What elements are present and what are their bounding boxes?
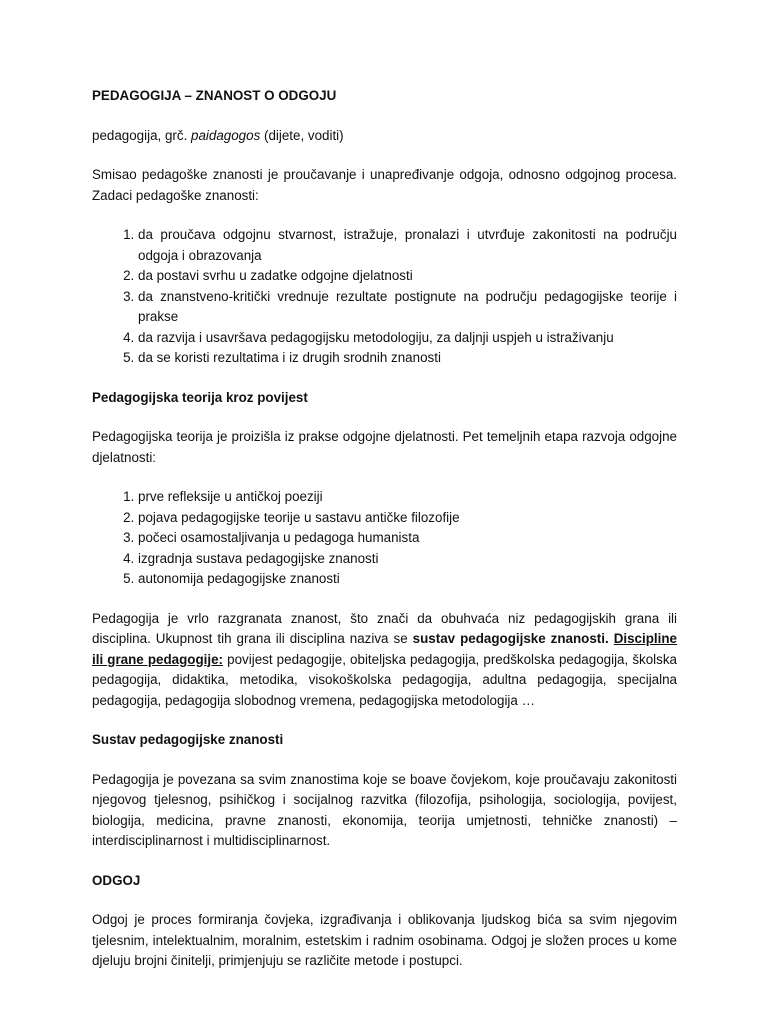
history-heading: Pedagogijska teorija kroz povijest (92, 389, 308, 405)
list-item: 3. počeci osamostaljivanja u pedagoga humanista (138, 528, 677, 549)
odgoj-heading: ODGOJ (92, 872, 141, 888)
list-item: 1. da proučava odgojnu stvarnost, istražuje, pronalazi i utvrđuje zakonitosti na području odgoja i obrazovanja (138, 225, 677, 266)
tasks-list (92, 225, 677, 369)
branches-text-2: . (604, 631, 614, 646)
branches-bold-term: sustav pedagogijske znanosti (412, 631, 605, 646)
system-paragraph: Pedagogija je povezana sa svim znanostima koje se boave čovjekom, koje proučavaju zakonitosti njegovog tjelesnog, psihičkog i socijalnog razvitka (filozofija, psihologija, sociologija, povijest, biologija, medicina, pravne znanosti, ekonomija, teorija umjetnosti, tehničke znanosti) – interdisciplinarnost i multidisciplinarnost. (92, 771, 677, 848)
list-item: 4. da razvija i usavršava pedagogijsku metodologiju, za daljnji uspjeh u istraživanju (138, 328, 677, 349)
intro-paragraph: Smisao pedagoške znanosti je proučavanje i unapređivanje odgoja, odnosno odgojnog procesa. Zadaci pedagoške znanosti: (92, 167, 677, 203)
list-item: 4. izgradnja sustava pedagogijske znanosti (138, 549, 677, 570)
odgoj-paragraph: Odgoj je proces formiranja čovjeka, izgrađivanja i oblikovanja ljudskog bića sa svim njegovim tjelesnim, intelektualnim, moralnim, estetskim i radnim osobinama. Odgoj je složen proces u kome djeluju brojni činitelji, primjenjuju se različite metode i postupci. (92, 912, 677, 968)
stages-list (92, 487, 677, 590)
list-item: 1. prve refleksije u antičkoj poeziji (138, 487, 677, 508)
etymology-prefix: pedagogija, grč. (92, 127, 192, 143)
list-item: 3. da znanstveno-kritički vrednuje rezultate postignute na području pedagogijske teorije i prakse (138, 287, 677, 328)
branches-text-1: Pedagogija je vrlo razgranata znanost, što znači da obuhvaća niz pedagogijskih grana ili disciplina. Ukupnost tih grana ili disciplina naziva se (92, 610, 677, 646)
document-body (92, 86, 677, 972)
branches-text-3: povijest pedagogije, obiteljska pedagogija, predškolska pedagogija, školska pedagogija, didaktika, metodika, visokoškolska pedagogija, adultna pedagogija, specijalna pedagogija, pedagogija slobodnog vremena, pedagogijska metodologija … (92, 651, 677, 708)
branches-underlined-term: Discipline ili grane pedagogije: (92, 631, 677, 667)
list-item: 5. da se koristi rezultatima i iz drugih srodnih znanosti (138, 348, 677, 369)
list-item: 2. da postavi svrhu u zadatke odgojne djelatnosti (138, 266, 677, 287)
history-paragraph: Pedagogijska teorija je proizišla iz prakse odgojne djelatnosti. Pet temeljnih etapa razvoja odgojne djelatnosti: (92, 429, 677, 465)
document-title: PEDAGOGIJA – ZNANOST O ODGOJU (92, 88, 337, 103)
etymology-suffix: (dijete, voditi) (260, 127, 344, 143)
list-item: 2. pojava pedagogijske teorije u sastavu antičke filozofije (138, 508, 677, 529)
etymology-line (92, 126, 677, 147)
etymology-term: paidagogos (191, 127, 261, 143)
branches-paragraph (92, 609, 677, 712)
system-heading: Sustav pedagogijske znanosti (92, 732, 284, 747)
list-item: 5. autonomija pedagogijske znanosti (138, 569, 677, 590)
